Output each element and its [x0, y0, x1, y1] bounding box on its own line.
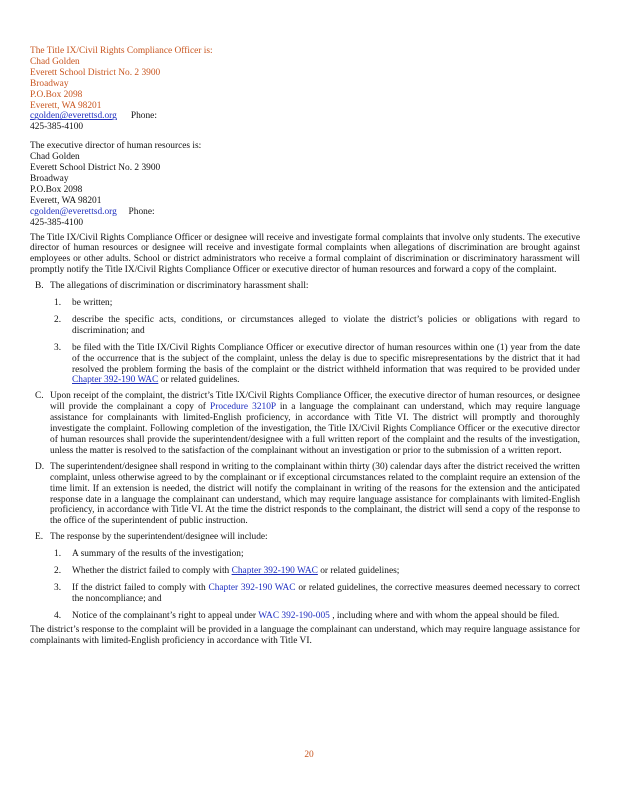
hr-phone: 425-385-4100 — [30, 217, 84, 228]
section-c — [30, 391, 580, 456]
item-text: describe the specific acts, conditions, or circumstances alleged to violate the district’s policies or obligations with regard to discrimination; and — [72, 314, 580, 336]
section-d — [30, 462, 580, 527]
officer-phone-label: Phone: — [130, 111, 157, 122]
officer-phone: 425-385-4100 — [30, 122, 84, 133]
hr-city: Everett, WA 98201 — [30, 195, 102, 206]
closing-paragraph: The district’s response to the complaint will be provided in a language the complainant can understand, which may require language assistance for complainants with limited-English proficiency in accordance with Title VI. — [30, 624, 580, 646]
item-text-after: or related guidelines; — [320, 566, 400, 577]
section-b-item-2 — [30, 315, 580, 337]
item-text: Notice of the complainant’s right to appeal under — [72, 610, 257, 621]
officer-heading: The Title IX/Civil Rights Compliance Officer is: — [30, 46, 213, 56]
section-e-marker: E. — [35, 532, 44, 543]
item-marker: 2. — [54, 566, 62, 577]
section-b-text: The allegations of discrimination or discriminatory harassment shall: — [50, 281, 309, 292]
section-c-text-after: in a language the complainant can understand, which may require language assistance for complainants with limited-English proficiency, in accordance with Title VI. The district will promptly and thoroughly investigate the complaint. Following completion of the investigation, the Title IX/Civil Rights Compliance Officer or the executive director of human resources shall provide the superintendent/designee with a full written report of the complaint and the results of the investigation, unless the matter is resolved to the satisfaction of the complainant without an investigation or prior to the submission of a written report. — [50, 402, 581, 456]
item-marker: 3. — [54, 582, 62, 593]
item-marker: 1. — [54, 549, 62, 560]
item-text: A summary of the results of the investigation; — [72, 549, 244, 560]
wac-section-link[interactable]: WAC 392-190-005 — [258, 610, 330, 621]
hr-street: Broadway — [30, 173, 69, 184]
section-d-text: The superintendent/designee shall respond in writing to the complainant within thirty (30) calendar days after the district received the written complaint, unless otherwise agreed to by the complainant or if exceptional circumstances related to the complaint require an extension of the time limit. If an extension is needed, the district will notify the complainant in writing of the reasons for the extension and the anticipated response date in a language the complainant can understand, which may require language assistance for complainants with limited-English proficiency, in accordance with Title VI. At the time the district responds to the complainant, the district will send a copy of the response to the office of the superintendent of public instruction. — [50, 461, 580, 527]
section-b-marker: B. — [35, 281, 44, 292]
section-e-item-4 — [30, 611, 580, 622]
item-marker: 3. — [54, 342, 62, 353]
officer-email-link[interactable]: cgolden@everettsd.org — [30, 111, 117, 122]
hr-name: Chad Golden — [30, 152, 80, 163]
section-e-item-1 — [30, 549, 580, 560]
hr-email-link[interactable]: cgolden@everettsd.org — [30, 206, 117, 217]
page-number: 20 — [304, 750, 314, 760]
item-text: If the district failed to comply with — [72, 582, 206, 593]
item-text: Whether the district failed to comply with — [72, 566, 230, 577]
item-text: be written; — [72, 298, 113, 309]
intro-paragraph: The Title IX/Civil Rights Compliance Officer or designee will receive and investigate formal complaints that involve only students. The executive director of human resources or designee will receive and investigate formal complaints when allegations of discrimination are brought against employees or other adults. School or district administrators who receive a formal complaint of discrimination or discriminatory harassment will promptly notify the Title IX/Civil Rights Compliance Officer or executive director of human resources and forward a copy of the complaint. — [30, 232, 580, 276]
section-e-item-3 — [30, 583, 580, 605]
officer-street: Broadway — [30, 78, 69, 89]
item-marker: 1. — [54, 298, 62, 309]
section-b — [30, 281, 580, 292]
item-marker: 4. — [54, 610, 62, 621]
section-e — [30, 532, 580, 543]
section-d-marker: D. — [35, 461, 45, 472]
item-text-after: or related guidelines, the corrective measures deemed necessary to correct the noncompliance; and — [72, 582, 581, 604]
section-b-item-3 — [30, 343, 580, 387]
item-text-after: or related guidelines. — [160, 375, 240, 386]
officer-city: Everett, WA 98201 — [30, 100, 102, 111]
hr-pobox: P.O.Box 2098 — [30, 184, 83, 195]
section-e-text: The response by the superintendent/designee will include: — [50, 532, 268, 543]
officer-contact-block — [30, 46, 580, 133]
officer-name: Chad Golden — [30, 56, 80, 67]
hr-contact-block — [30, 141, 580, 228]
hr-phone-label: Phone: — [128, 206, 155, 217]
hr-heading: The executive director of human resources is: — [30, 141, 202, 152]
hr-org: Everett School District No. 2 3900 — [30, 163, 161, 174]
item-marker: 2. — [54, 314, 62, 325]
section-e-item-2 — [30, 566, 580, 577]
item-text-after: , including where and with whom the appeal should be filed. — [332, 610, 560, 621]
officer-org: Everett School District No. 2 3900 — [30, 67, 161, 78]
wac-chapter-link[interactable]: Chapter 392-190 WAC — [208, 582, 296, 593]
wac-chapter-link[interactable]: Chapter 392-190 WAC — [72, 375, 159, 386]
item-text: be filed with the Title IX/Civil Rights Compliance Officer or executive director of human resources within one (1) year from the date of the occurrence that is the subject of the complaint, unless the delay is due to specific misrepresentations by the district that it had resolved the problem forming the basis of the complaint or the district withheld information that was required to be provided under — [72, 342, 580, 375]
section-c-text: Upon receipt of the complaint, the district’s Title IX/Civil Rights Compliance Officer, the executive director of human resources, or designee will provide the complainant a copy of — [50, 391, 580, 413]
procedure-link[interactable]: Procedure 3210P — [210, 402, 276, 413]
section-b-item-1 — [30, 298, 580, 309]
wac-chapter-link[interactable]: Chapter 392-190 WAC — [231, 566, 318, 577]
section-c-marker: C. — [35, 391, 44, 402]
officer-pobox: P.O.Box 2098 — [30, 89, 83, 100]
document-page — [30, 46, 580, 647]
